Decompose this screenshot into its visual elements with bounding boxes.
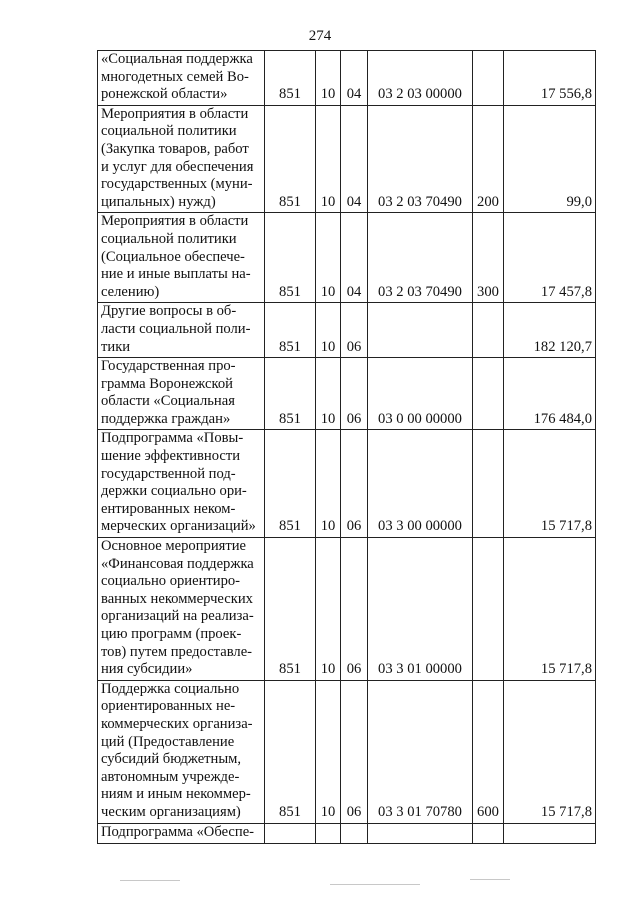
- cell-section: 10: [316, 303, 341, 358]
- cell-expense-type: [473, 430, 504, 538]
- cell-amount: 99,0: [504, 105, 596, 213]
- cell-expense-type: 300: [473, 213, 504, 303]
- table-row: [98, 303, 596, 358]
- row-name-line: шение эффективности: [101, 448, 241, 465]
- row-name-line: и услуг для обеспечения: [101, 158, 254, 175]
- row-name-line: (Закупка товаров, работ: [101, 140, 249, 157]
- cell-section: 10: [316, 538, 341, 681]
- cell-section: 10: [316, 680, 341, 823]
- cell-target-article: 03 2 03 70490: [368, 213, 473, 303]
- row-name-line: (Социальное обеспече-: [101, 248, 245, 265]
- row-name-line: Подпрограмма «Повы-: [101, 430, 244, 447]
- row-name: [98, 358, 265, 430]
- row-name-line: тики: [101, 338, 131, 355]
- cell-expense-type: [473, 358, 504, 430]
- row-name-line: ние и иные выплаты на-: [101, 266, 251, 283]
- cell-target-article: 03 3 01 70780: [368, 680, 473, 823]
- cell-subsection: 06: [341, 430, 368, 538]
- cell-amount: 15 717,8: [504, 680, 596, 823]
- table-body: [98, 51, 596, 844]
- cell-section: 10: [316, 430, 341, 538]
- table-row: [98, 105, 596, 213]
- cell-grbs: 851: [265, 51, 316, 106]
- row-name-line: «Финансовая поддержка: [101, 555, 254, 572]
- cell-target-article: 03 0 00 00000: [368, 358, 473, 430]
- cell-expense-type: 200: [473, 105, 504, 213]
- row-name: [98, 303, 265, 358]
- table-row: [98, 680, 596, 823]
- cell-expense-type: [473, 51, 504, 106]
- cell-subsection: 06: [341, 538, 368, 681]
- row-name-line: поддержка граждан»: [101, 410, 231, 427]
- row-name-line: ласти социальной поли-: [101, 320, 251, 337]
- row-name: Подпрограмма «Обеспе-: [98, 823, 265, 843]
- cell-grbs: 851: [265, 680, 316, 823]
- table-row: [98, 430, 596, 538]
- row-name: [98, 213, 265, 303]
- cell-amount: 15 717,8: [504, 430, 596, 538]
- cell-grbs: 851: [265, 358, 316, 430]
- row-name-line: ципальных) нужд): [101, 193, 216, 210]
- row-name-line: ентированных неком-: [101, 500, 236, 517]
- row-name-line: области «Социальная: [101, 393, 235, 410]
- row-name-line: ванных некоммерческих: [101, 590, 253, 607]
- row-name-line: организаций на реализа-: [101, 608, 254, 625]
- row-name-line: Мероприятия в области: [101, 105, 249, 122]
- row-name-line: Основное мероприятие: [101, 538, 247, 555]
- scan-artifact: [330, 884, 420, 885]
- row-name-line: Поддержка социально: [101, 680, 240, 697]
- cell-amount: 176 484,0: [504, 358, 596, 430]
- cell-amount: 182 120,7: [504, 303, 596, 358]
- row-name-line: цию программ (проек-: [101, 626, 242, 642]
- row-name-line: ций (Предоставление: [101, 733, 235, 750]
- cell-amount: 17 556,8: [504, 51, 596, 106]
- cell-target-article: 03 3 00 00000: [368, 430, 473, 538]
- cell-section: 10: [316, 213, 341, 303]
- row-name: [98, 430, 265, 538]
- cell-target-article: 03 3 01 00000: [368, 538, 473, 681]
- cell-subsection: 04: [341, 51, 368, 106]
- row-name-line: мерческих организаций»: [101, 518, 256, 535]
- page-number: 274: [308, 28, 332, 44]
- cell-grbs: 851: [265, 538, 316, 681]
- cell-amount: 15 717,8: [504, 538, 596, 681]
- row-name-line: Государственная про-: [101, 358, 236, 375]
- cell-grbs: 851: [265, 430, 316, 538]
- table-row: [98, 213, 596, 303]
- row-name-line: ниям и иным некоммер-: [101, 786, 251, 803]
- cell-target-article: 03 2 03 00000: [368, 51, 473, 106]
- row-name-line: селению): [101, 283, 160, 300]
- row-name-line: коммерческих организа-: [101, 715, 253, 732]
- row-name-line: Другие вопросы в об-: [101, 303, 237, 320]
- row-name-line: социальной политики: [101, 230, 237, 247]
- cell-grbs: 851: [265, 303, 316, 358]
- row-name-line: социальной политики: [101, 123, 237, 140]
- row-name-line: государственных (муни-: [101, 176, 253, 193]
- row-name-line: ния субсидии»: [101, 661, 193, 678]
- row-name-line: держки социально ори-: [101, 483, 247, 500]
- row-name-line: государственной под-: [101, 465, 236, 482]
- table-row: [98, 51, 596, 106]
- row-name-line: многодетных семей Во-: [101, 68, 249, 85]
- cell-section: 10: [316, 105, 341, 213]
- row-name-line: ронежской области»: [101, 86, 228, 103]
- scan-artifact: [120, 880, 180, 881]
- cell-target-article: 03 2 03 70490: [368, 105, 473, 213]
- row-name-line: Мероприятия в области: [101, 213, 249, 230]
- cell-subsection: 04: [341, 105, 368, 213]
- table-row-continuation: [98, 823, 596, 843]
- row-name-line: социально ориентиро-: [101, 573, 241, 590]
- row-name-line: ориентированных не-: [101, 698, 236, 715]
- cell-expense-type: [473, 303, 504, 358]
- row-name-line: субсидий бюджетным,: [101, 751, 242, 768]
- scan-artifact: [470, 879, 510, 880]
- cell-grbs: 851: [265, 213, 316, 303]
- cell-subsection: 06: [341, 358, 368, 430]
- table-row: [98, 358, 596, 430]
- table-row: [98, 538, 596, 681]
- cell-subsection: 04: [341, 213, 368, 303]
- cell-section: 10: [316, 358, 341, 430]
- row-name-line: автономным учрежде-: [101, 768, 240, 785]
- budget-table: [97, 50, 596, 844]
- cell-expense-type: [473, 538, 504, 681]
- row-name-line: ческим организациям): [101, 803, 241, 820]
- cell-section: 10: [316, 51, 341, 106]
- cell-grbs: 851: [265, 105, 316, 213]
- row-name: [98, 538, 265, 681]
- cell-amount: 17 457,8: [504, 213, 596, 303]
- cell-subsection: 06: [341, 303, 368, 358]
- cell-subsection: 06: [341, 680, 368, 823]
- row-name-line: тов) путем предоставле-: [101, 643, 253, 660]
- row-name-line: грамма Воронежской: [101, 375, 233, 392]
- row-name-line: «Социальная поддержка: [101, 51, 253, 67]
- row-name: [98, 51, 265, 106]
- cell-target-article: [368, 303, 473, 358]
- cell-expense-type: 600: [473, 680, 504, 823]
- row-name: [98, 105, 265, 213]
- row-name: [98, 680, 265, 823]
